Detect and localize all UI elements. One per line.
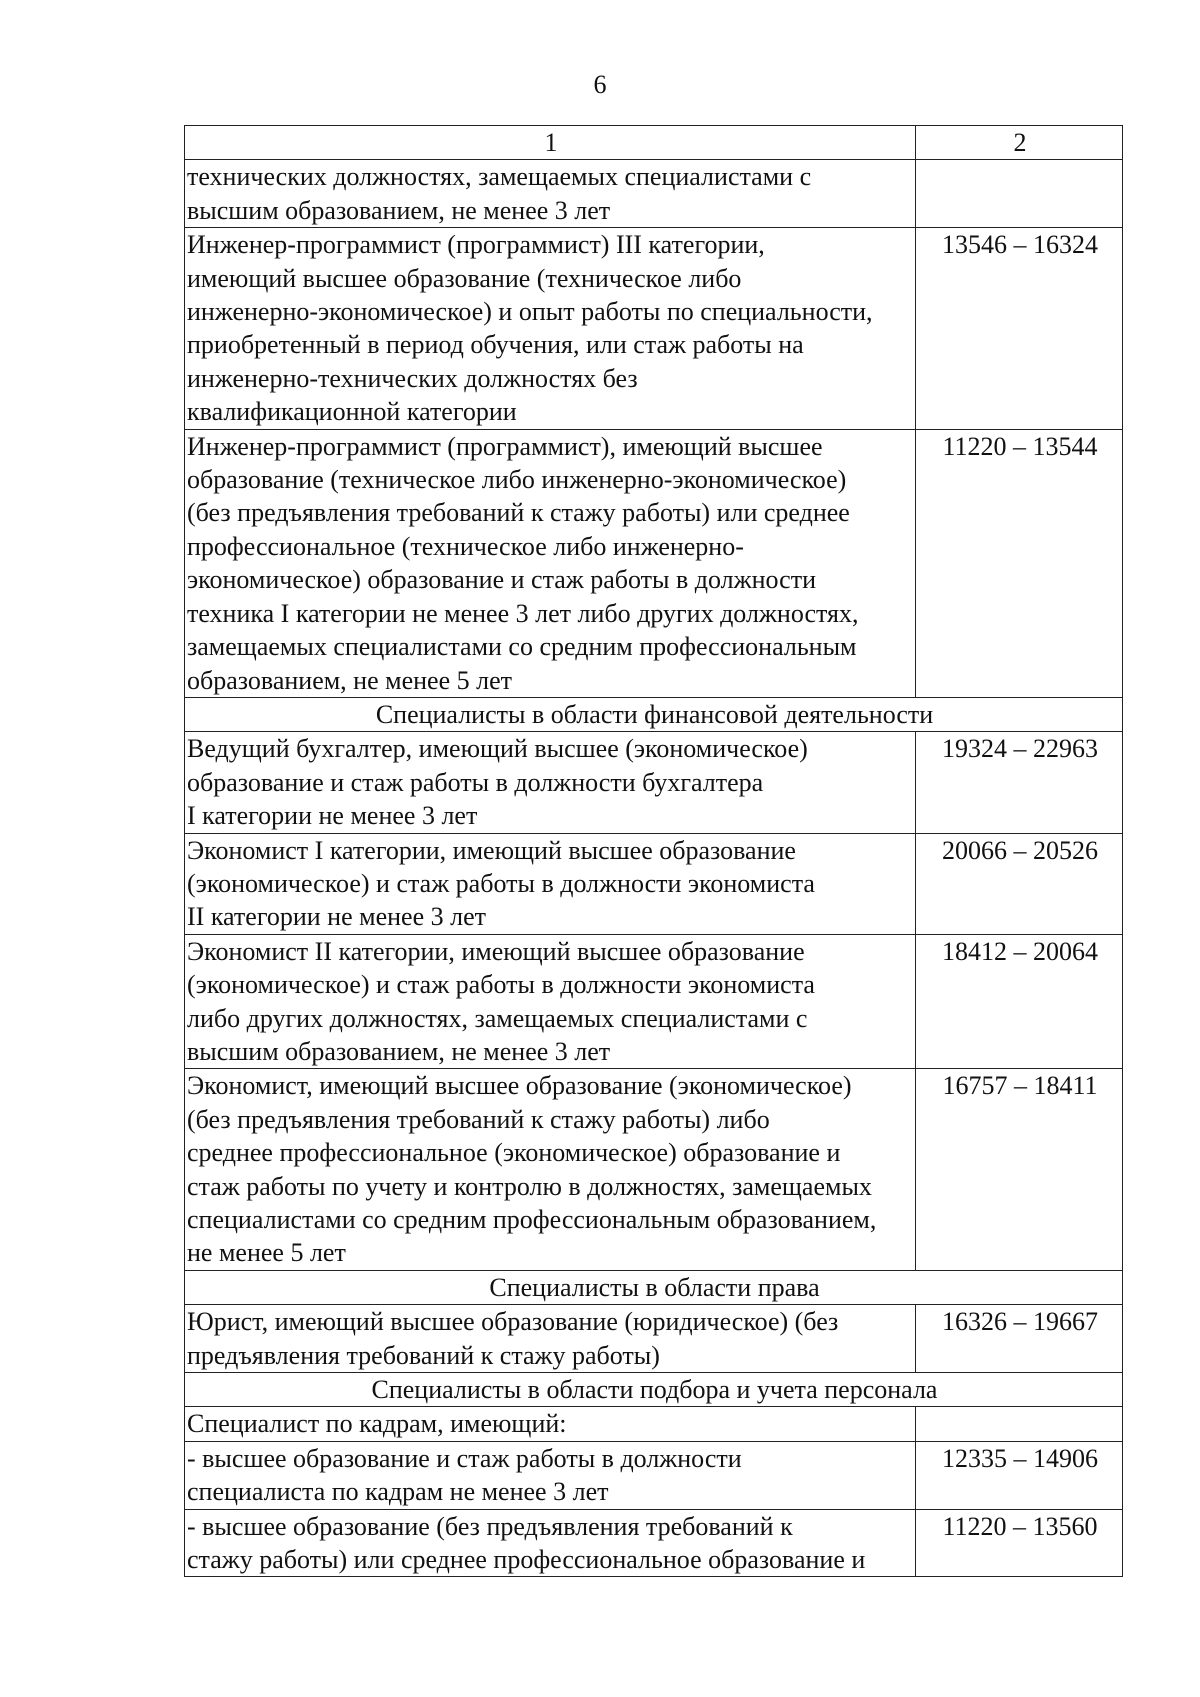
position-description xyxy=(185,160,916,228)
description-line: техника I категории не менее 3 лет либо других должностях, xyxy=(187,598,859,628)
position-description xyxy=(185,228,916,429)
position-description xyxy=(185,429,916,697)
salary-range: 11220 – 13544 xyxy=(916,429,1123,697)
description-line: имеющий высшее образование (техническое либо xyxy=(187,263,742,293)
section-row xyxy=(185,1373,1123,1407)
salary-range: 18412 – 20064 xyxy=(916,934,1123,1069)
description-line: Экономист II категории, имеющий высшее образование xyxy=(187,936,805,966)
description-line: специалиста по кадрам не менее 3 лет xyxy=(187,1477,609,1507)
table-body xyxy=(185,126,1123,1577)
salary-range: 13546 – 16324 xyxy=(916,228,1123,429)
table-row xyxy=(185,1441,1123,1509)
section-row xyxy=(185,697,1123,731)
header-col-1: 1 xyxy=(185,126,916,160)
description-line: образование (техническое либо инженерно-экономическое) xyxy=(187,465,847,495)
section-title: Специалисты в области права xyxy=(185,1270,1123,1304)
position-description xyxy=(185,833,916,934)
salary-range xyxy=(916,1407,1123,1441)
position-description xyxy=(185,934,916,1069)
table-row xyxy=(185,228,1123,429)
salary-range: 16326 – 19667 xyxy=(916,1305,1123,1373)
position-description xyxy=(185,732,916,833)
table-row xyxy=(185,1069,1123,1270)
description-line: приобретенный в период обучения, или стаж работы на xyxy=(187,330,804,360)
description-line: Инженер-программист (программист) III категории, xyxy=(187,230,765,260)
table-row xyxy=(185,732,1123,833)
description-line: Инженер-программист (программист), имеющий высшее xyxy=(187,431,823,461)
description-line: Экономист I категории, имеющий высшее образование xyxy=(187,835,796,865)
description-line: Экономист, имеющий высшее образование (экономическое) xyxy=(187,1071,852,1101)
section-row xyxy=(185,1270,1123,1304)
description-line: - высшее образование (без предъявления требований к xyxy=(187,1511,793,1541)
position-description xyxy=(185,1441,916,1509)
description-line: Ведущий бухгалтер, имеющий высшее (экономическое) xyxy=(187,734,808,764)
section-title: Специалисты в области подбора и учета персонала xyxy=(185,1373,1123,1407)
description-line: стажу работы) или среднее профессиональное образование и xyxy=(187,1545,866,1575)
description-line: Юрист, имеющий высшее образование (юридическое) (без xyxy=(187,1307,839,1337)
description-line: (без предъявления требований к стажу работы) либо xyxy=(187,1104,770,1134)
description-line: I категории не менее 3 лет xyxy=(187,801,478,831)
page-number: 6 xyxy=(593,70,607,99)
description-line: образованием, не менее 5 лет xyxy=(187,665,512,695)
position-description xyxy=(185,1069,916,1270)
position-description xyxy=(185,1509,916,1577)
salary-range: 20066 – 20526 xyxy=(916,833,1123,934)
description-line: либо других должностях, замещаемых специалистами с xyxy=(187,1003,808,1033)
description-line: квалификационной категории xyxy=(187,397,517,427)
salary-range: 19324 – 22963 xyxy=(916,732,1123,833)
header-row xyxy=(185,126,1123,160)
description-line: технических должностях, замещаемых специалистами с xyxy=(187,162,812,192)
description-line: специалистами со средним профессиональным образованием, xyxy=(187,1205,877,1234)
description-line: инженерно-экономическое) и опыт работы по специальности, xyxy=(187,297,873,327)
description-line: стаж работы по учету и контролю в должностях, замещаемых xyxy=(187,1171,872,1201)
section-title: Специалисты в области финансовой деятельности xyxy=(185,697,1123,731)
description-line: (экономическое) и стаж работы в должности экономиста xyxy=(187,868,815,898)
description-line: профессиональное (техническое либо инженерно- xyxy=(187,531,744,561)
salary-table xyxy=(184,125,1123,1577)
description-line: II категории не менее 3 лет xyxy=(187,902,486,932)
salary-range: 16757 – 18411 xyxy=(916,1069,1123,1270)
position-description xyxy=(185,1407,916,1441)
position-description xyxy=(185,1305,916,1373)
description-line: (экономическое) и стаж работы в должности экономиста xyxy=(187,970,815,1000)
header-col-2: 2 xyxy=(916,126,1123,160)
description-line: экономическое) образование и стаж работы в должности xyxy=(187,565,816,595)
description-line: высшим образованием, не менее 3 лет xyxy=(187,1036,611,1066)
description-line: - высшее образование и стаж работы в должности xyxy=(187,1443,742,1473)
table-row xyxy=(185,1407,1123,1441)
table-row xyxy=(185,1509,1123,1577)
description-line: среднее профессиональное (экономическое) образование и xyxy=(187,1138,841,1168)
salary-range xyxy=(916,160,1123,228)
description-line: не менее 5 лет xyxy=(187,1238,346,1268)
table-row xyxy=(185,1305,1123,1373)
description-line: Специалист по кадрам, имеющий: xyxy=(187,1409,567,1439)
salary-range: 11220 – 13560 xyxy=(916,1509,1123,1577)
description-line: предъявления требований к стажу работы) xyxy=(187,1340,660,1370)
table-row xyxy=(185,833,1123,934)
description-line: инженерно-технических должностях без xyxy=(187,363,638,393)
table-row xyxy=(185,160,1123,228)
description-line: замещаемых специалистами со средним профессиональным xyxy=(187,632,857,662)
description-line: (без предъявления требований к стажу работы) или среднее xyxy=(187,498,850,528)
table-row xyxy=(185,429,1123,697)
table-row xyxy=(185,934,1123,1069)
salary-range: 12335 – 14906 xyxy=(916,1441,1123,1509)
description-line: высшим образованием, не менее 3 лет xyxy=(187,195,611,225)
description-line: образование и стаж работы в должности бухгалтера xyxy=(187,767,764,797)
